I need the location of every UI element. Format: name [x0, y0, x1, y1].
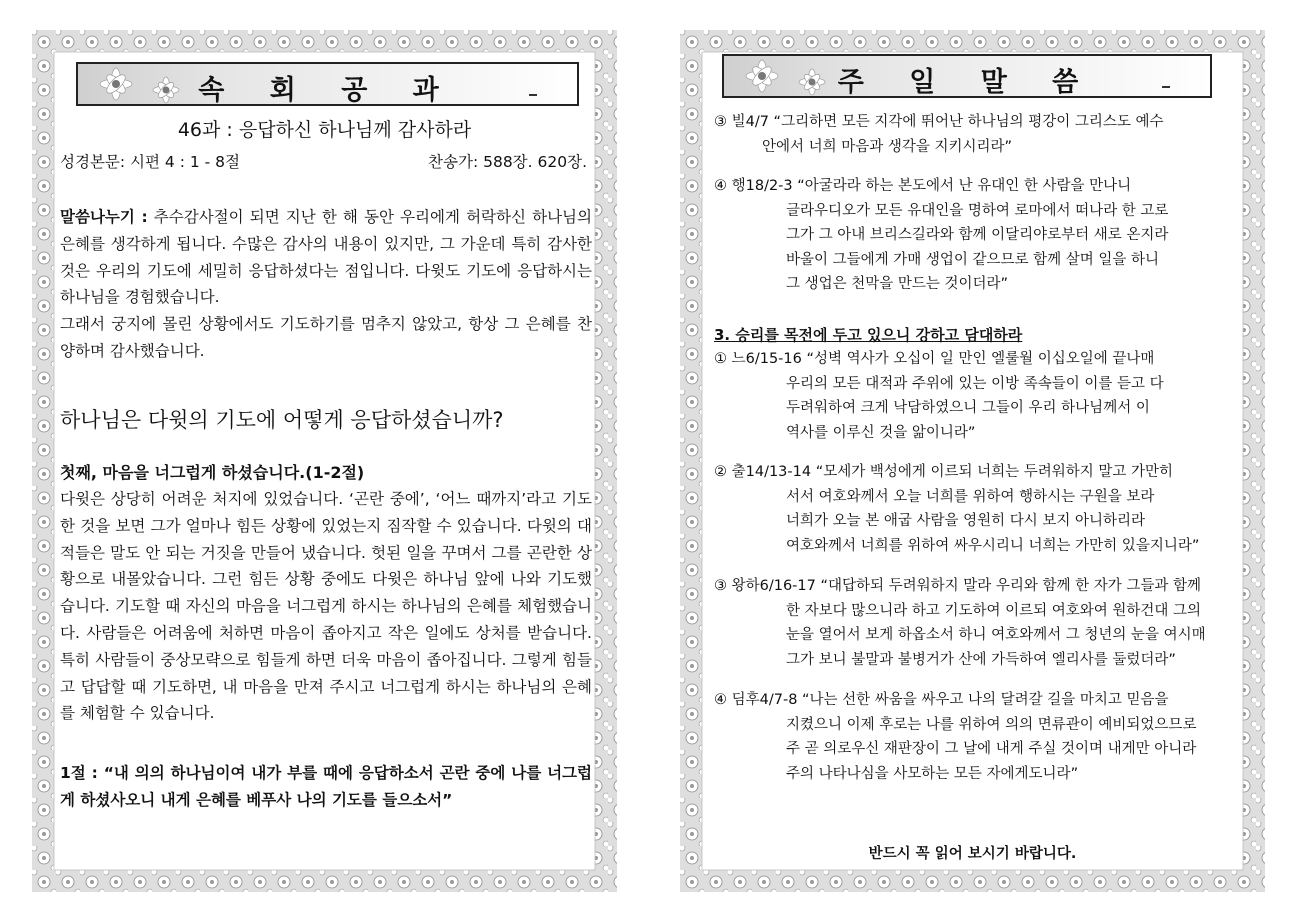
left-header-title: 속 회 공 과 [198, 75, 457, 106]
verse-exod-14-13-14: ② 출14/13-14 “모세가 백성에게 이르되 너희는 두려워하지 말고 가만히 서서 여호와께서 오늘 너희를 위하여 행하시는 구원을 보라 너희가 오늘 본 애굽 사람을 영원히 다시 보지 아니하리라 여호와께서 너희를 위하여 싸우시리니 너희는 가만히 있을지니라” [714, 464, 1200, 554]
verse-acts-18-2-3: ④ 행18/2-3 “아굴라라 하는 본도에서 난 유대인 한 사람을 만나니 글라우디오가 모든 유대인을 명하여 로마에서 떠나라 한 고로 그가 그 아내 브리스길라와 함께 이달리야로부터 새로 온지라 바울이 그들에게 가매 생업이 같으므로 함께 살며 일을 하니 그 생업은 천막을 만드는 것이더라” [714, 178, 1169, 292]
intro-paragraph [60, 204, 592, 365]
right-header-bar [722, 54, 1212, 98]
left-page [32, 30, 617, 892]
section3-heading: 3. 승리를 목전에 두고 있으니 강하고 담대하라 [714, 326, 1023, 344]
header-dash [1162, 86, 1170, 88]
intro-text: 추수감사절이 되면 지난 한 해 동안 우리에게 허락하신 하나님의 은혜를 생각하게 됩니다. 수많은 감사의 내용이 있지만, 그 가운데 특히 감사한 것은 우리의 기도에 세밀히 응답하셨다는 점입니다. 다윗도 기도에 응답하시는 하나님을 경험했습니다. [60, 208, 592, 307]
intro-label: 말씀나누기 : [60, 208, 148, 226]
point1-title: 첫째, 마음을 너그럽게 하셨습니다.(1-2절) [60, 463, 365, 482]
closing-note: 반드시 꼭 읽어 보시기 바랍니다. [868, 846, 1077, 862]
hymn-numbers: 찬송가: 588장. 620장. [428, 153, 587, 171]
intro-text-2: 그래서 궁지에 몰린 상황에서도 기도하기를 멈추지 않았고, 항상 그 은혜를 찬양하며 감사했습니다. [60, 315, 592, 360]
right-page [680, 30, 1265, 892]
verse-neh-6-15-16: ① 느6/15-16 “성벽 역사가 오십이 일 만인 엘룰월 이십오일에 끝나매 우리의 모든 대적과 주위에 있는 이방 족속들이 이를 듣고 다 두려워하여 크게 낙담하였으니 그들이 우리 하나님께서 이 역사를 이루신 것을 앎이니라” [714, 351, 1164, 441]
lesson-title: 46과 : 응답하신 하나님께 감사하라 [177, 119, 472, 141]
verse-2tim-4-7-8: ④ 딤후4/7-8 “나는 선한 싸움을 싸우고 나의 달려갈 길을 마치고 믿음을 지켰으니 이제 후로는 나를 위하여 의의 면류관이 예비되었으므로 주 곧 의로우신 재판장이 그 날에 내게 주실 것이며 내게만 아니라 주의 나타나심을 사모하는 모든 자에게도니라” [714, 692, 1197, 782]
verse-phil-4-7: ③ 빌4/7 “그리하면 모든 지각에 뛰어난 하나님의 평강이 그리스도 예수 안에서 너희 마음과 생각을 지키시리라” [714, 114, 1164, 155]
verse1-quote: 1절 : “내 의의 하나님이여 내가 부를 때에 응답하소서 곤란 중에 나를 너그럽게 하셨사오니 내게 은혜를 베푸사 나의 기도를 들으소서” [60, 764, 592, 809]
right-header-title: 주 일 말 씀 [837, 67, 1097, 98]
scripture-reference: 성경본문: 시편 4 : 1 - 8절 [60, 153, 240, 171]
point1-paragraph: 다윗은 상당히 어려운 처지에 있었습니다. ‘곤란 중에’, ‘어느 때까지’라고 기도한 것을 보면 그가 얼마나 힘든 상황에 있었는지 짐작할 수 있습니다. 다윗의 대적들은 말도 안 되는 거짓을 만들어 냈습니다. 헛된 일을 꾸며서 그를 곤란한 상황으로 내몰았습니다. 그런 힘든 상황 중에도 다윗은 하나님 앞에 나와 기도했습니다. 기도할 때 자신의 마음을 너그럽게 하시는 하나님의 은혜를 체험했습니다. 사람들은 어려움에 처하면 마음이 좁아지고 작은 일에도 상처를 받습니다. 특히 사람들이 중상모략으로 힘들게 하면 더욱 마음이 좁아집니다. 그렇게 힘들고 답답할 때 기도하면, 내 마음을 만져 주시고 너그럽게 하시는 하나님의 은혜를 체험할 수 있습니다. [60, 490, 592, 723]
verse-2kings-6-16-17: ③ 왕하6/16-17 “대답하되 두려워하지 말라 우리와 함께 한 자가 그들과 함께 한 자보다 많으니라 하고 기도하여 이르되 여호와여 원하건대 그의 눈을 열어서 보게 하옵소서 하니 여호와께서 그 청년의 눈을 여시매 그가 보니 불말과 불병거가 산에 가득하여 엘리사를 둘렀더라” [714, 578, 1206, 668]
left-header-bar [76, 62, 579, 106]
header-dash [529, 94, 537, 96]
main-question: 하나님은 다윗의 기도에 어떻게 응답하셨습니까? [60, 408, 504, 432]
